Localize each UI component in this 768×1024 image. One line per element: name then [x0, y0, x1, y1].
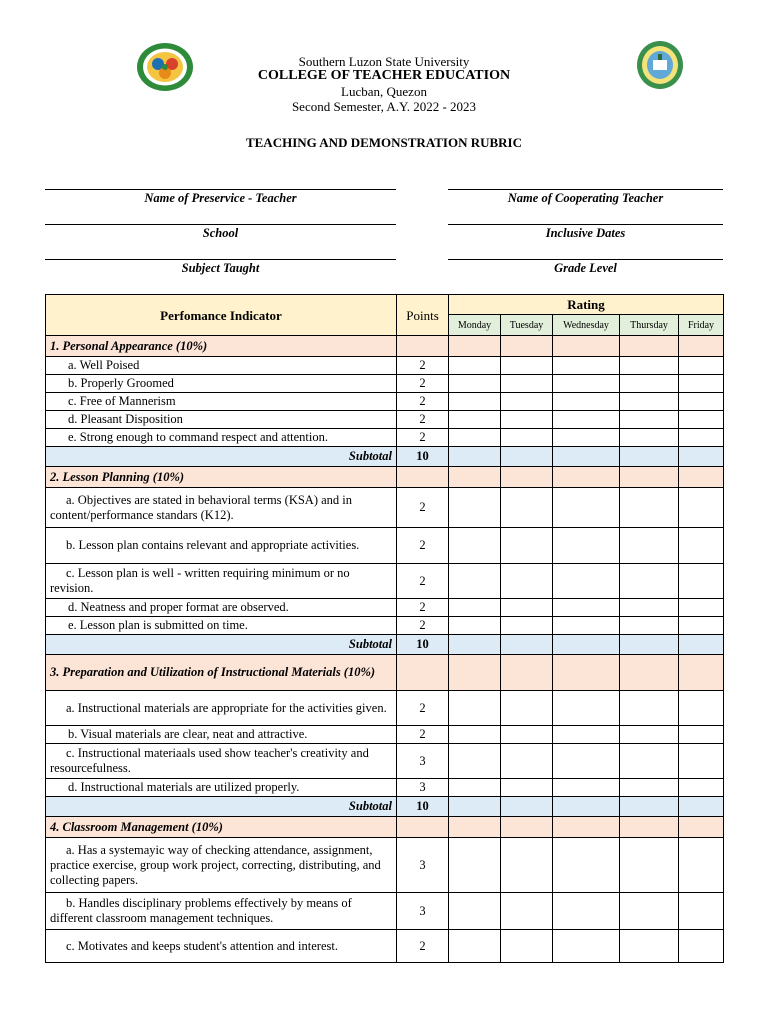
indicator-text: e. Lesson plan is submitted on time. — [46, 617, 397, 635]
points-value: 2 — [397, 411, 449, 429]
indicator-text: b. Handles disciplinary problems effectively by means of different classroom management techniques. — [46, 893, 397, 930]
university-name: Southern Luzon State University — [298, 54, 470, 69]
section-title: 2. Lesson Planning (10%) — [46, 467, 397, 488]
rating-cell[interactable] — [553, 393, 620, 411]
table-row — [46, 488, 724, 528]
day-tuesday: Tuesday — [501, 315, 553, 336]
preservice-teacher-label: Name of Preservice - Teacher — [144, 191, 297, 205]
rating-cell[interactable] — [679, 691, 724, 726]
rating-cell[interactable] — [679, 429, 724, 447]
rating-cell[interactable] — [553, 691, 620, 726]
section-row — [46, 467, 724, 488]
indicator-text: c. Free of Mannerism — [46, 393, 397, 411]
table-row — [46, 726, 724, 744]
semester: Second Semester, A.Y. 2022 - 2023 — [291, 99, 477, 114]
table-row — [46, 893, 724, 930]
points-value: 2 — [397, 528, 449, 564]
rating-cell[interactable] — [620, 838, 679, 893]
rating-cell[interactable] — [501, 393, 553, 411]
rating-cell[interactable] — [553, 744, 620, 779]
rating-cell[interactable] — [553, 429, 620, 447]
day-monday: Monday — [449, 315, 501, 336]
rating-cell[interactable] — [620, 779, 679, 797]
subtotal-row — [46, 797, 724, 817]
rating-cell[interactable] — [679, 930, 724, 963]
rating-cell[interactable] — [501, 528, 553, 564]
subtotal-label: Subtotal — [46, 447, 397, 467]
indicator-text: d. Pleasant Disposition — [46, 411, 397, 429]
day-wednesday: Wednesday — [553, 315, 620, 336]
rating-cell[interactable] — [449, 564, 501, 599]
rating-cell[interactable] — [449, 691, 501, 726]
rating-cell[interactable] — [449, 744, 501, 779]
rating-cell[interactable] — [679, 564, 724, 599]
rating-cell[interactable] — [620, 488, 679, 528]
rating-cell[interactable] — [501, 488, 553, 528]
subtotal-row — [46, 635, 724, 655]
rating-cell[interactable] — [620, 893, 679, 930]
points-value: 2 — [397, 429, 449, 447]
rating-cell[interactable] — [679, 617, 724, 635]
section-row — [46, 817, 724, 838]
cooperating-teacher-line[interactable] — [448, 189, 723, 190]
indicator-text: a. Instructional materials are appropriate for the activities given. — [46, 691, 397, 726]
college-name: COLLEGE OF TEACHER EDUCATION — [257, 68, 511, 83]
rating-cell[interactable] — [620, 691, 679, 726]
points-value: 3 — [397, 744, 449, 779]
rating-cell[interactable] — [449, 393, 501, 411]
rating-cell[interactable] — [449, 726, 501, 744]
rating-cell[interactable] — [449, 357, 501, 375]
table-row — [46, 393, 724, 411]
rating-cell[interactable] — [553, 930, 620, 963]
rating-cell[interactable] — [501, 564, 553, 599]
points-value: 2 — [397, 357, 449, 375]
indicator-text: a. Well Poised — [46, 357, 397, 375]
indicator-text: b. Properly Groomed — [46, 375, 397, 393]
school-label: School — [202, 226, 239, 240]
rating-cell[interactable] — [553, 893, 620, 930]
rating-cell[interactable] — [501, 838, 553, 893]
rating-cell[interactable] — [501, 411, 553, 429]
rating-cell[interactable] — [679, 393, 724, 411]
rating-cell[interactable] — [449, 375, 501, 393]
rating-cell[interactable] — [620, 357, 679, 375]
indicator-text: d. Neatness and proper format are observed. — [46, 599, 397, 617]
rating-cell[interactable] — [620, 564, 679, 599]
section-title: 3. Preparation and Utilization of Instructional Materials (10%) — [46, 655, 397, 691]
indicator-text: c. Instructional materiaals used show teacher's creativity and resourcefulness. — [46, 744, 397, 779]
rating-cell[interactable] — [501, 375, 553, 393]
rating-cell[interactable] — [553, 617, 620, 635]
points-value: 2 — [397, 393, 449, 411]
indicator-text: c. Motivates and keeps student's attention and interest. — [46, 930, 397, 963]
table-row — [46, 357, 724, 375]
subtotal-value: 10 — [397, 797, 449, 817]
rating-cell[interactable] — [620, 528, 679, 564]
indicator-text: b. Visual materials are clear, neat and attractive. — [46, 726, 397, 744]
indicator-text: d. Instructional materials are utilized properly. — [46, 779, 397, 797]
points-value: 2 — [397, 564, 449, 599]
rating-cell[interactable] — [553, 726, 620, 744]
section-row — [46, 655, 724, 691]
indicator-text: a. Objectives are stated in behavioral terms (KSA) and in content/performance standars (K12). — [46, 488, 397, 528]
rating-cell[interactable] — [620, 617, 679, 635]
table-row — [46, 599, 724, 617]
table-row — [46, 779, 724, 797]
rating-cell[interactable] — [620, 375, 679, 393]
rating-cell[interactable] — [679, 357, 724, 375]
rating-cell[interactable] — [679, 599, 724, 617]
subject-taught-line[interactable] — [45, 259, 396, 260]
rating-cell[interactable] — [620, 744, 679, 779]
indicator-text: b. Lesson plan contains relevant and appropriate activities. — [46, 528, 397, 564]
rating-cell[interactable] — [501, 744, 553, 779]
points-value: 3 — [397, 838, 449, 893]
table-row — [46, 617, 724, 635]
rubric-table — [45, 294, 724, 963]
rating-cell[interactable] — [553, 411, 620, 429]
table-row — [46, 411, 724, 429]
rating-cell[interactable] — [449, 528, 501, 564]
points-value: 2 — [397, 691, 449, 726]
rating-cell[interactable] — [620, 726, 679, 744]
points-header: Points — [397, 295, 449, 336]
rating-cell[interactable] — [501, 779, 553, 797]
cooperating-teacher-label: Name of Cooperating Teacher — [507, 191, 664, 205]
day-friday: Friday — [679, 315, 724, 336]
subtotal-label: Subtotal — [46, 635, 397, 655]
indicator-text: a. Has a systemayic way of checking attendance, assignment, practice exercise, group work project, correcting, distributing, and collecting papers. — [46, 838, 397, 893]
subtotal-row — [46, 447, 724, 467]
table-row — [46, 838, 724, 893]
table-row — [46, 564, 724, 599]
rating-cell[interactable] — [553, 599, 620, 617]
rating-cell[interactable] — [501, 599, 553, 617]
subject-taught-label: Subject Taught — [181, 261, 260, 275]
rating-cell[interactable] — [620, 393, 679, 411]
points-value: 2 — [397, 488, 449, 528]
rating-cell[interactable] — [679, 488, 724, 528]
preservice-teacher-line[interactable] — [45, 189, 396, 190]
rating-cell[interactable] — [553, 528, 620, 564]
rating-cell[interactable] — [449, 599, 501, 617]
indicator-text: c. Lesson plan is well - written requiring minimum or no revision. — [46, 564, 397, 599]
indicator-header: Perfomance Indicator — [46, 295, 397, 336]
table-row — [46, 691, 724, 726]
grade-level-line[interactable] — [448, 259, 723, 260]
page-title: TEACHING AND DEMONSTRATION RUBRIC — [245, 135, 523, 150]
rating-cell[interactable] — [620, 411, 679, 429]
section-row — [46, 336, 724, 357]
rating-cell[interactable] — [679, 893, 724, 930]
points-value: 2 — [397, 375, 449, 393]
rating-cell[interactable] — [449, 930, 501, 963]
rating-cell[interactable] — [679, 726, 724, 744]
subtotal-value: 10 — [397, 447, 449, 467]
points-value: 3 — [397, 779, 449, 797]
rating-cell[interactable] — [620, 930, 679, 963]
rating-cell[interactable] — [679, 528, 724, 564]
rating-cell[interactable] — [501, 893, 553, 930]
rating-cell[interactable] — [449, 838, 501, 893]
points-value: 3 — [397, 893, 449, 930]
subtotal-value: 10 — [397, 635, 449, 655]
points-value: 2 — [397, 617, 449, 635]
rating-cell[interactable] — [620, 429, 679, 447]
rating-cell[interactable] — [553, 779, 620, 797]
rating-cell[interactable] — [449, 617, 501, 635]
rating-cell[interactable] — [679, 838, 724, 893]
table-row — [46, 375, 724, 393]
location: Lucban, Quezon — [341, 84, 427, 99]
rating-cell[interactable] — [449, 893, 501, 930]
rating-cell[interactable] — [679, 744, 724, 779]
rating-cell[interactable] — [449, 779, 501, 797]
rating-cell[interactable] — [553, 838, 620, 893]
rating-cell[interactable] — [501, 357, 553, 375]
rating-cell[interactable] — [679, 375, 724, 393]
rating-cell[interactable] — [449, 429, 501, 447]
grade-level-label: Grade Level — [554, 261, 617, 275]
table-row — [46, 528, 724, 564]
table-row — [46, 429, 724, 447]
indicator-text: e. Strong enough to command respect and attention. — [46, 429, 397, 447]
rating-cell[interactable] — [449, 411, 501, 429]
subtotal-label: Subtotal — [46, 797, 397, 817]
rating-cell[interactable] — [553, 564, 620, 599]
inclusive-dates-line[interactable] — [448, 224, 723, 225]
day-thursday: Thursday — [620, 315, 679, 336]
table-row — [46, 930, 724, 963]
rating-cell[interactable] — [620, 599, 679, 617]
rating-cell[interactable] — [553, 488, 620, 528]
rating-cell[interactable] — [501, 429, 553, 447]
rating-cell[interactable] — [501, 726, 553, 744]
rating-cell[interactable] — [501, 691, 553, 726]
section-title: 4. Classroom Management (10%) — [46, 817, 397, 838]
section-title: 1. Personal Appearance (10%) — [46, 336, 397, 357]
rating-cell[interactable] — [679, 411, 724, 429]
points-value: 2 — [397, 930, 449, 963]
school-line[interactable] — [45, 224, 396, 225]
rating-cell[interactable] — [501, 617, 553, 635]
points-value: 2 — [397, 726, 449, 744]
rating-cell[interactable] — [449, 488, 501, 528]
rating-cell[interactable] — [501, 930, 553, 963]
table-row — [46, 744, 724, 779]
rating-cell[interactable] — [553, 357, 620, 375]
rating-header: Rating — [449, 295, 724, 315]
rating-cell[interactable] — [679, 779, 724, 797]
rating-cell[interactable] — [553, 375, 620, 393]
inclusive-dates-label: Inclusive Dates — [545, 226, 626, 240]
points-value: 2 — [397, 599, 449, 617]
